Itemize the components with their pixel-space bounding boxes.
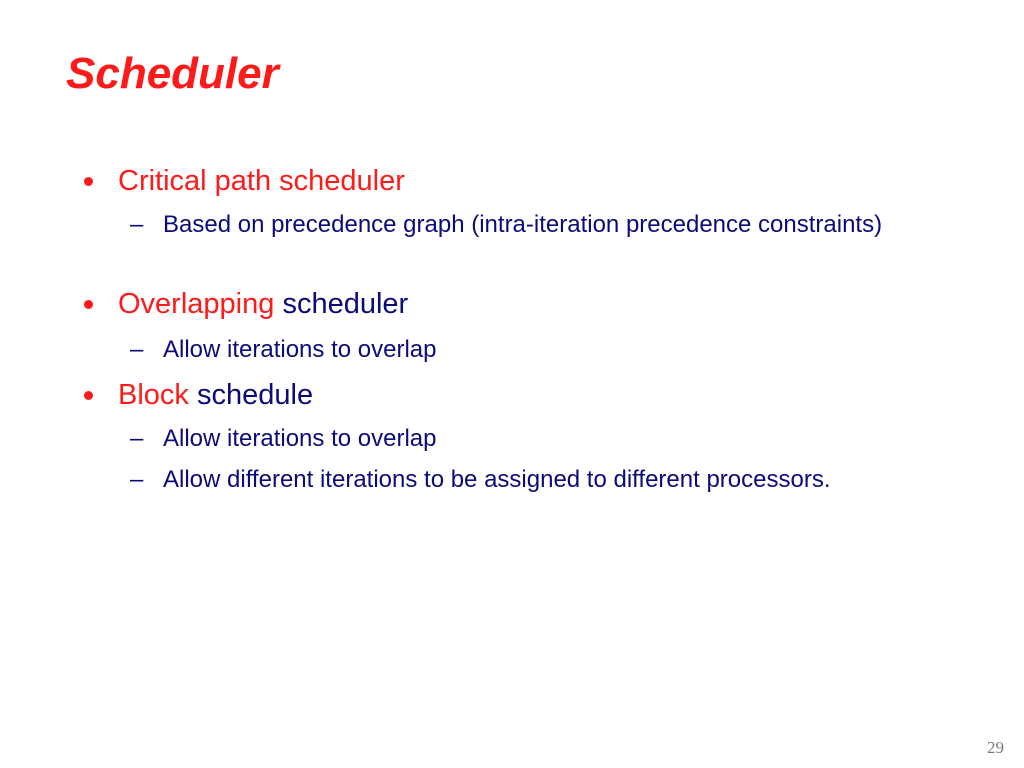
- subitem-text: Allow different iterations to be assigned to different processors.: [163, 466, 831, 493]
- bullet-navy-text: scheduler: [282, 288, 409, 320]
- subitem-text: Allow iterations to overlap: [163, 336, 437, 363]
- dash-icon: –: [130, 336, 144, 363]
- bullet-red-text: Overlapping: [118, 288, 275, 320]
- bullet-text: [118, 381, 313, 410]
- bullet-dot-icon: [84, 391, 93, 400]
- bullet-dot-icon: [84, 300, 93, 309]
- bullet-red-text: Critical path scheduler: [118, 165, 405, 197]
- slide-title: Scheduler: [66, 49, 279, 98]
- bullet-dot-icon: [84, 177, 93, 186]
- page-number: 29: [987, 738, 1004, 757]
- subitem-text: Based on precedence graph (intra-iteration precedence constraints): [163, 211, 883, 238]
- dash-icon: –: [130, 466, 144, 493]
- bullet-navy-text: schedule: [196, 379, 314, 411]
- dash-icon: –: [130, 425, 144, 452]
- dash-icon: –: [130, 211, 144, 238]
- bullet-text: [118, 290, 408, 319]
- bullet-text: [118, 167, 405, 196]
- subitem-text: Allow iterations to overlap: [163, 425, 437, 452]
- bullet-red-text: Block: [118, 379, 189, 411]
